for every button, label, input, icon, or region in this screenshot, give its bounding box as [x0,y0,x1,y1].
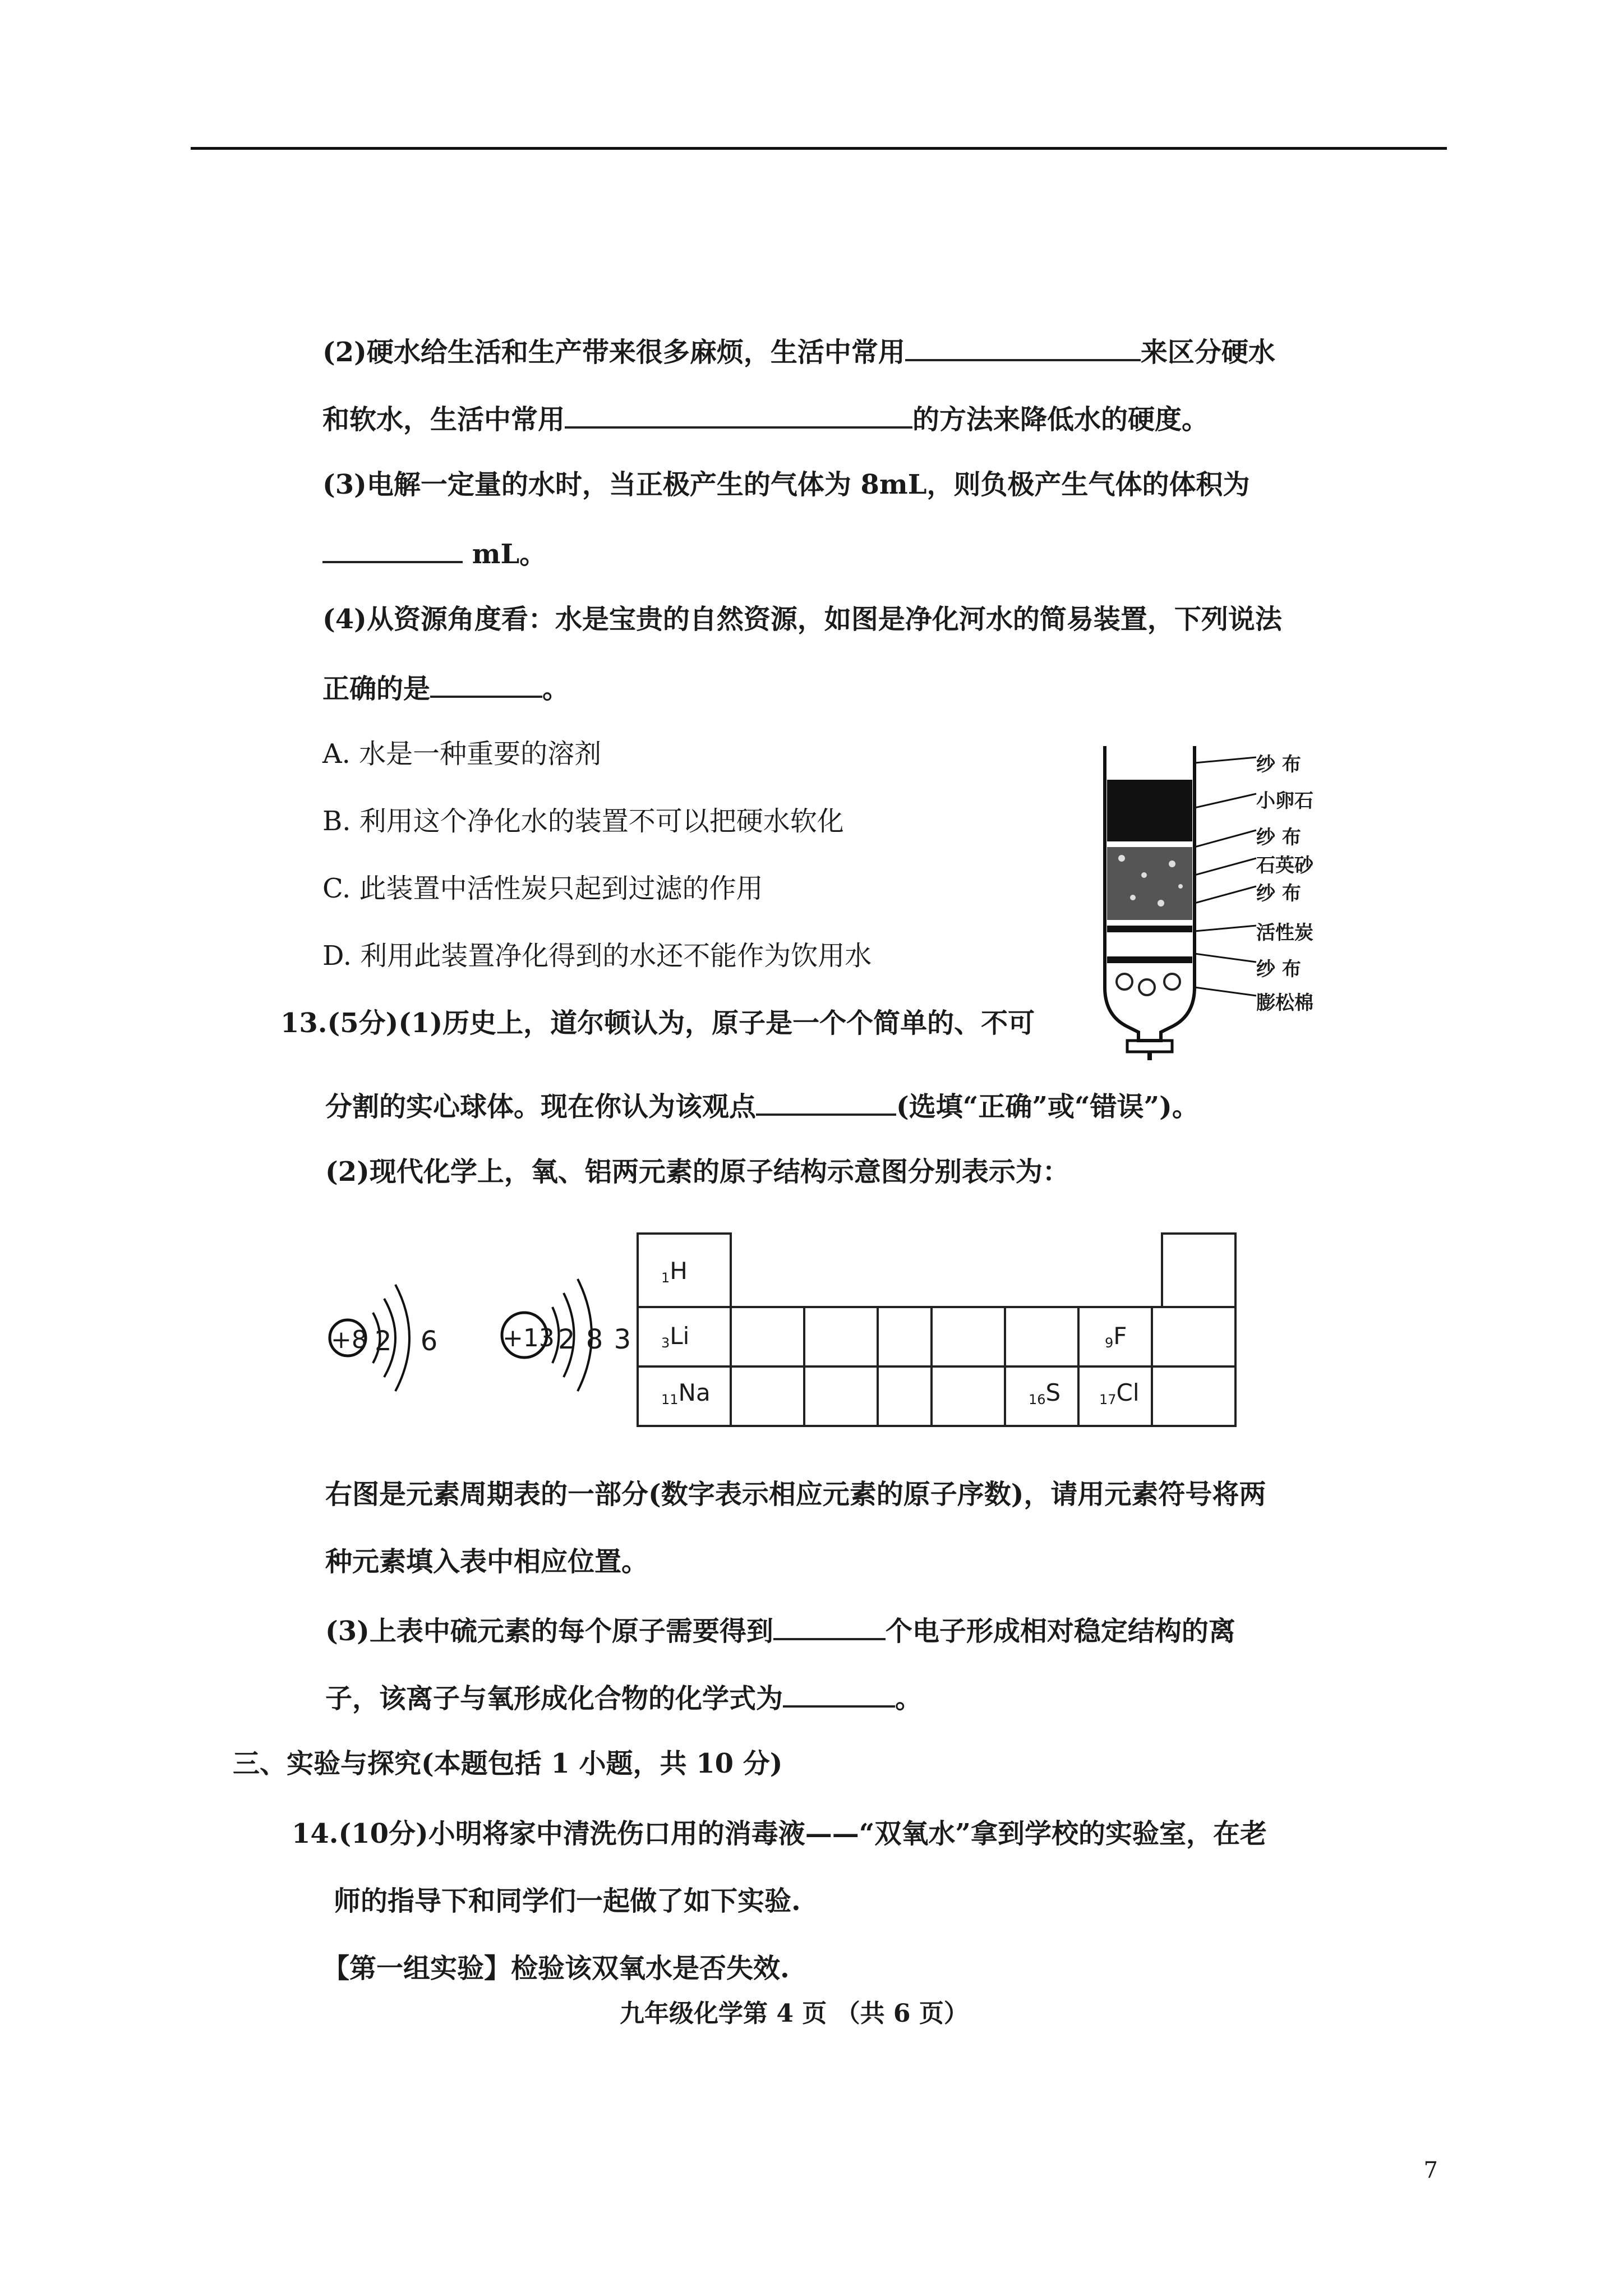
text: 来区分硬水 [1140,337,1275,368]
text: 。 [542,673,570,705]
q12-part3-line2 [322,539,546,568]
filter-label: 纱 布 [1256,882,1301,905]
q12-part2-line1 [322,337,1275,366]
element-symbol: Cl [1116,1379,1140,1406]
q13-line7 [325,1683,922,1712]
cell-p[interactable] [930,1365,1006,1427]
q12-part2-line2 [322,404,1209,433]
cell-al[interactable] [803,1365,879,1427]
atomic-number: 17 [1099,1392,1117,1407]
page-footer: 九年级化学第 4 页 （共 6 页） [620,1999,969,2028]
cell-f [1077,1306,1153,1368]
q13-line5: 种元素填入表中相应位置。 [325,1546,649,1577]
text: 正确的是 [322,673,431,705]
element-na [661,1379,711,1407]
atomic-number: 11 [661,1392,679,1407]
q12-part4-line1: (4)从资源角度看：水是宝贵的自然资源，如图是净化河水的简易装置，下列说法 [322,604,1282,635]
option-c: C. 此装置中活性炭只起到过滤的作用 [322,873,763,904]
element-f [1105,1322,1127,1351]
cell-c[interactable] [877,1306,933,1368]
cell-be[interactable] [730,1306,805,1368]
answer-blank[interactable] [783,1683,895,1708]
filter-label: 纱 布 [1256,753,1301,776]
element-li [661,1322,689,1351]
text: 子，该离子与氧形成化合物的化学式为 [325,1683,783,1714]
text: mL。 [472,539,547,570]
top-rule [191,147,1447,150]
text: 的方法来降低水的硬度。 [912,404,1209,435]
element-symbol: S [1045,1379,1061,1406]
atomic-number: 9 [1105,1335,1114,1351]
cell-s [1004,1365,1080,1427]
element-s [1029,1379,1061,1407]
atomic-number: 3 [661,1335,670,1351]
filter-label: 活性炭 [1256,922,1313,944]
option-b: B. 利用这个净化水的装置不可以把硬水软化 [322,806,844,837]
element-h [661,1257,688,1286]
atomic-number: 16 [1029,1392,1046,1407]
answer-blank[interactable] [773,1616,886,1640]
element-symbol: Na [678,1379,711,1406]
text: (3)上表中硫元素的每个原子需要得到 [325,1616,773,1647]
q13-line3: (2)现代化学上，氧、铝两元素的原子结构示意图分别表示为： [325,1156,1069,1188]
cell-li [637,1306,732,1368]
element-symbol: H [670,1257,688,1285]
oxygen-nucleus: +8 [331,1326,367,1354]
filter-label: 纱 布 [1256,826,1301,849]
text: (选填“正确”或“错误”)。 [896,1091,1199,1122]
text: 分割的实心球体。现在你认为该观点 [325,1091,757,1122]
q14-line1: 14.(10分)小明将家中清洗伤口用的消毒液——“双氧水”拿到学校的实验室，在老 [292,1818,1267,1849]
cell-he[interactable] [1161,1232,1237,1308]
answer-blank[interactable] [430,673,542,698]
cell-cl [1077,1365,1153,1427]
cell-b[interactable] [803,1306,879,1368]
cell-ne[interactable] [1151,1306,1237,1368]
atomic-number: 1 [661,1270,670,1286]
q12-part3-line1: (3)电解一定量的水时，当正极产生的气体为 8mL，则负极产生气体的体积为 [322,469,1250,500]
q14-line2: 师的指导下和同学们一起做了如下实验. [334,1885,801,1917]
aluminum-shells: 2 8 3 [558,1324,633,1355]
filter-label: 石英砂 [1256,854,1313,877]
answer-blank[interactable] [322,539,463,563]
q14-group1: 【第一组实验】检验该双氧水是否失效. [322,1953,790,1984]
aluminum-nucleus: +13 [502,1324,555,1352]
text: 个电子形成相对稳定结构的离 [885,1616,1235,1647]
cell-na [637,1365,732,1427]
q12-part4-line2 [322,673,570,705]
cell-mg[interactable] [730,1365,805,1427]
oxygen-shells: 2 6 [375,1326,448,1357]
q13-line1: 13.(5分)(1)历史上，道尔顿认为，原子是一个个简单的、不可 [280,1007,1035,1039]
cell-o[interactable] [1004,1306,1080,1368]
text: 。 [895,1683,923,1714]
filter-label: 膨松棉 [1256,992,1313,1014]
q13-line6 [325,1616,1235,1645]
cell-ar[interactable] [1151,1365,1237,1427]
answer-blank[interactable] [565,404,912,429]
cell-n[interactable] [930,1306,1006,1368]
section3-title: 三、实验与探究(本题包括 1 小题，共 10 分) [233,1748,783,1779]
filter-label: 纱 布 [1256,958,1301,981]
cell-si[interactable] [877,1365,933,1427]
cell-h [637,1232,732,1308]
element-symbol: F [1113,1322,1127,1350]
q13-line2 [325,1091,1199,1120]
filter-label: 小卵石 [1256,790,1313,812]
answer-blank[interactable] [905,337,1141,361]
water-filter-diagram [1094,735,1206,1060]
text: 和软水，生活中常用 [322,404,565,435]
text: (2)硬水给生活和生产带来很多麻烦，生活中常用 [322,337,905,368]
element-cl [1099,1379,1140,1407]
option-d: D. 利用此装置净化得到的水还不能作为饮用水 [322,940,872,972]
option-a: A. 水是一种重要的溶剂 [322,738,602,770]
page-number: 7 [1423,2157,1438,2183]
answer-blank[interactable] [756,1091,896,1116]
element-symbol: Li [670,1322,690,1350]
filter-leader-lines [1195,746,1262,1027]
q13-line4: 右图是元素周期表的一部分(数字表示相应元素的原子序数)，请用元素符号将两 [325,1479,1266,1510]
